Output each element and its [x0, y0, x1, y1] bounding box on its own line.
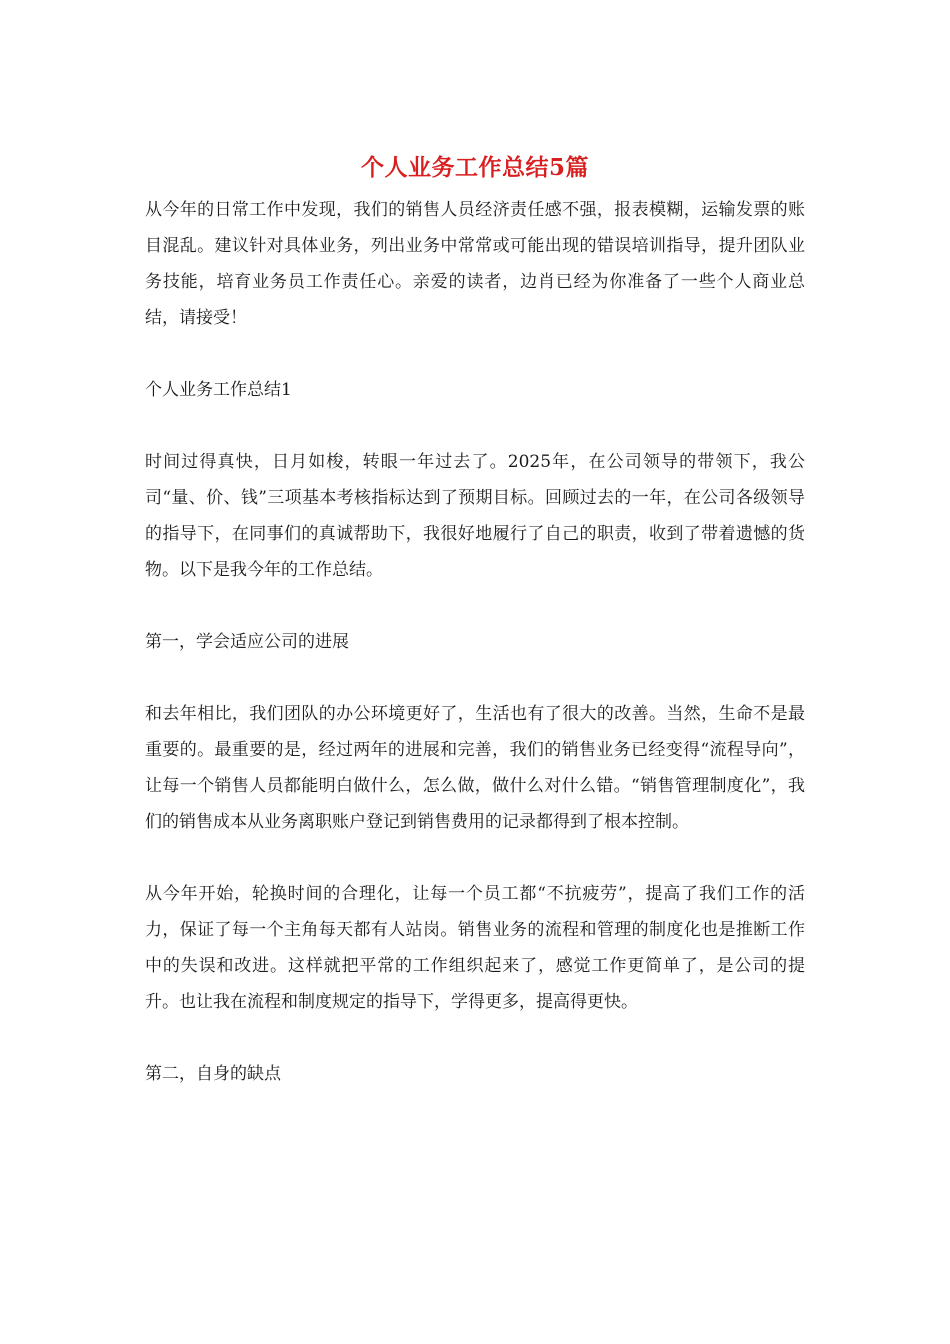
- section-heading-second: 第二，自身的缺点: [145, 1064, 281, 1084]
- section-heading-first: 第一，学会适应公司的进展: [145, 632, 349, 652]
- body-paragraph: 从今年开始，轮换时间的合理化，让每一个员工都“不抗疲劳”，提高了我们工作的活力，保证了每一个主角每天都有人站岗。销售业务的流程和管理的制度化也是推断工作中的失误和改进。这样就把平常的工作组织起来了，感觉工作更简单了，是公司的提升。也让我在流程和制度规定的指导下，学得更多，提高得更快。: [145, 884, 805, 1012]
- body-paragraph: 时间过得真快，日月如梭，转眼一年过去了。2025年，在公司领导的带领下，我公司“量、价、钱”三项基本考核指标达到了预期目标。回顾过去的一年，在公司各级领导的指导下，在同事们的真诚帮助下，我很好地履行了自己的职责，收到了带着遗憾的货物。以下是我今年的工作总结。: [145, 452, 805, 580]
- body-paragraph: 和去年相比，我们团队的办公环境更好了，生活也有了很大的改善。当然，生命不是最重要的。最重要的是，经过两年的进展和完善，我们的销售业务已经变得“流程导向”，让每一个销售人员都能明白做什么，怎么做，做什么对什么错。“销售管理制度化”，我们的销售成本从业务离职账户登记到销售费用的记录都得到了根本控制。: [145, 704, 805, 832]
- section-heading-summary-1: 个人业务工作总结1: [145, 380, 292, 400]
- document-body: [145, 192, 805, 1128]
- document-title: 个人业务工作总结5篇: [360, 154, 589, 181]
- intro-paragraph: 从今年的日常工作中发现，我们的销售人员经济责任感不强，报表模糊，运输发票的账目混乱。建议针对具体业务，列出业务中常常或可能出现的错误培训指导，提升团队业务技能，培育业务员工作责任心。亲爱的读者，边肖已经为你准备了一些个人商业总结，请接受！: [145, 200, 805, 328]
